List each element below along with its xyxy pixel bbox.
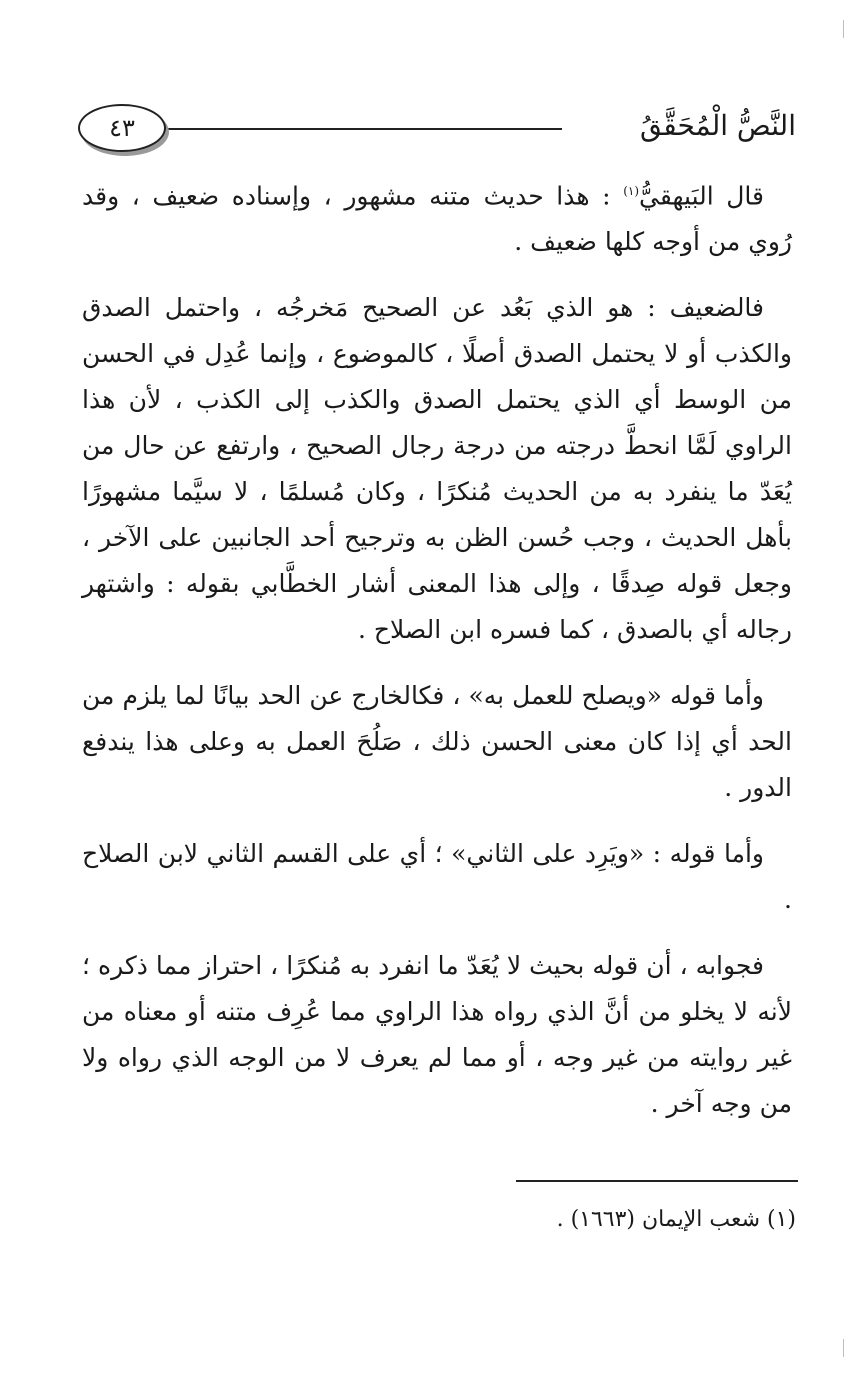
page-header [78,100,796,156]
paragraph-5: فجوابه ، أن قوله بحيث لا يُعَدّ ما انفرد به مُنكرًا ، احتراز مما ذكره ؛ لأنه لا يخلو من أنَّ الذي رواه هذا الراوي مما عُرِف متنه أو معناه من غير روايته من غير وجه ، أو مما لم يعرف لا من الوجه الذي رواه ولا من وجه آخر . [82,951,792,1119]
running-title: النَّصُّ الْمُحَقَّقُ [639,109,796,142]
footnote-rule [516,1180,798,1182]
edge-mark [843,20,844,38]
paragraph-4: وأما قوله : «ويَرِد على الثاني» ؛ أي على القسم الثاني لابن الصلاح . [82,839,792,915]
footnote-ref: (١) [623,184,640,198]
edge-mark [843,1339,844,1357]
header-rule [166,128,562,130]
footnote: (١) شعب الإيمان (١٦٦٣) . [556,1207,796,1232]
paragraph-2: فالضعيف : هو الذي بَعُد عن الصحيح مَخرجُه ، واحتمل الصدق والكذب أو لا يحتمل الصدق أصلًا ، كالموضوع ، وإنما عُدِل في الحسن من الوسط أي الذي يحتمل الصدق والكذب إلى الكذب ، لأن هذا الراوي لَمَّا انحطَّ درجته من درجة رجال الصحيح ، وارتفع عن حال من يُعَدّ ما ينفرد به من الحديث مُنكرًا ، وكان مُسلمًا ، لا سيَّما مشهورًا بأهل الحديث ، وجب حُسن الظن به وترجيح أحد الجانبين على الآخر ، وجعل قوله صِدقًا ، وإلى هذا المعنى أشار الخطَّابي بقوله : واشتهر رجاله أي بالصدق ، كما فسره ابن الصلاح . [82,293,792,645]
page-number-badge [78,104,166,152]
paragraph-text: : هذا حديث متنه مشهور ، وإسناده ضعيف ، وقد رُوي من أوجه كلها ضعيف . [82,181,792,257]
paragraph-1 [82,168,792,265]
speaker: قال البَيهقيُّ [639,181,765,211]
page-number: ٤٣ [109,114,135,142]
main-text [82,168,792,1147]
paragraph-3: وأما قوله «ويصلح للعمل به» ، فكالخارج عن الحد بيانًا لما يلزم من الحد أي إذا كان معنى الحسن ذلك ، صَلُحَ العمل به وعلى هذا يندفع الدور . [82,681,792,803]
